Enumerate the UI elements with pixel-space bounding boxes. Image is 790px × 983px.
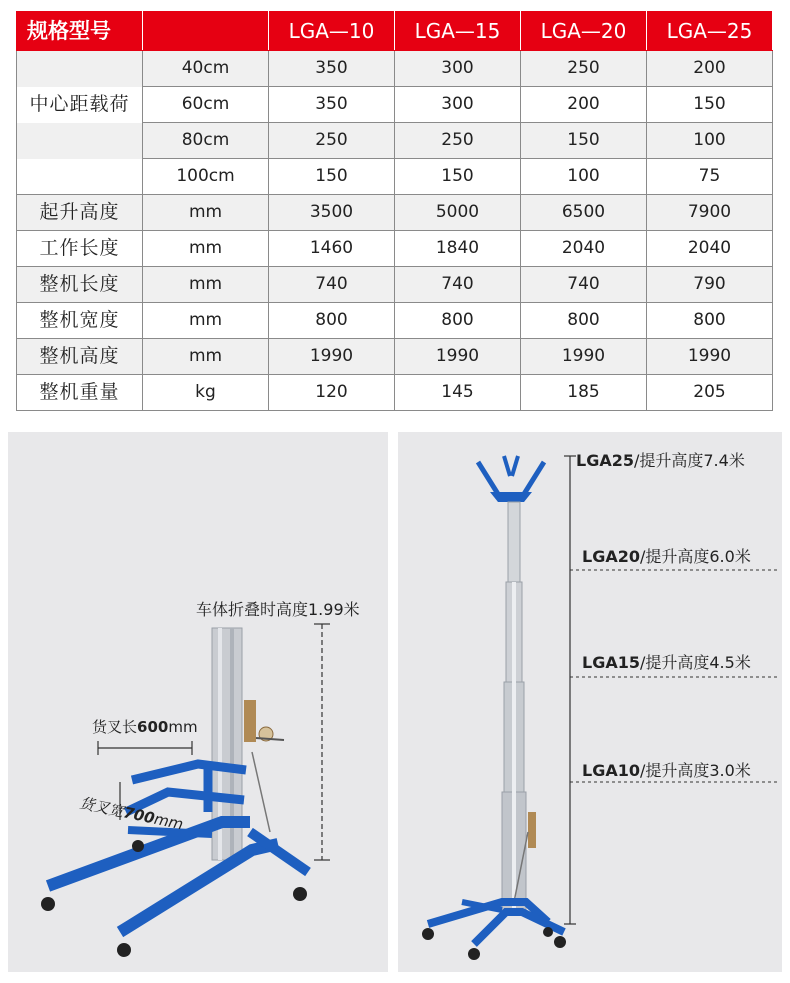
level-model: LGA15: [582, 653, 640, 672]
row-label: 工作长度: [17, 231, 143, 267]
header-title: 规格型号: [17, 12, 143, 51]
load-group-cell: [17, 123, 143, 159]
table-cell: 205: [647, 375, 773, 411]
table-cell: 300: [395, 51, 521, 87]
table-cell: 3500: [269, 195, 395, 231]
header-model-lga20: LGA—20: [521, 12, 647, 51]
table-row: [17, 339, 773, 375]
table-cell: 800: [647, 303, 773, 339]
table-cell: 790: [647, 267, 773, 303]
table-cell: 2040: [647, 231, 773, 267]
fork-width-value: 700: [121, 803, 157, 828]
extended-lift-illustration: [398, 432, 782, 972]
table-cell: 6500: [521, 195, 647, 231]
row-unit: mm: [143, 339, 269, 375]
table-cell: 350: [269, 87, 395, 123]
table-cell: 185: [521, 375, 647, 411]
table-cell: 150: [521, 123, 647, 159]
level-text: /提升高度6.0米: [639, 547, 751, 566]
row-unit: mm: [143, 231, 269, 267]
table-cell: 7900: [647, 195, 773, 231]
row-unit: 80cm: [143, 123, 269, 159]
table-cell: 1990: [647, 339, 773, 375]
table-row: [17, 375, 773, 411]
level-model: LGA10: [582, 761, 640, 780]
table-cell: 1990: [395, 339, 521, 375]
table-cell: 150: [269, 159, 395, 195]
table-row: [17, 303, 773, 339]
row-unit: 100cm: [143, 159, 269, 195]
table-cell: 350: [269, 51, 395, 87]
table-cell: 800: [395, 303, 521, 339]
row-unit: kg: [143, 375, 269, 411]
level-text: /提升高度3.0米: [639, 761, 751, 780]
folded-height-annotation: 车体折叠时高度1.99米: [196, 600, 360, 619]
table-cell: 200: [647, 51, 773, 87]
row-label: 整机长度: [17, 267, 143, 303]
fork-width-prefix: 货叉宽: [77, 793, 126, 821]
row-unit: mm: [143, 195, 269, 231]
fork-length-annotation: [92, 716, 198, 737]
table-cell: 250: [521, 51, 647, 87]
table-cell: 740: [269, 267, 395, 303]
extended-lift-photo: [398, 432, 782, 972]
table-cell: 145: [395, 375, 521, 411]
level-text: /提升高度4.5米: [639, 653, 751, 672]
table-cell: 5000: [395, 195, 521, 231]
header-model-lga15: LGA—15: [395, 12, 521, 51]
row-label: 整机重量: [17, 375, 143, 411]
row-label: 整机高度: [17, 339, 143, 375]
row-unit: mm: [143, 303, 269, 339]
table-cell: 1990: [521, 339, 647, 375]
table-cell: 150: [647, 87, 773, 123]
load-group-cell: [17, 159, 143, 195]
level-model: LGA25: [576, 451, 634, 470]
table-cell: 200: [521, 87, 647, 123]
table-cell: 250: [395, 123, 521, 159]
level-model: LGA20: [582, 547, 640, 566]
level-label-lga20: [582, 544, 751, 567]
table-row: [17, 51, 773, 87]
table-cell: 300: [395, 87, 521, 123]
table-cell: 120: [269, 375, 395, 411]
table-cell: 150: [395, 159, 521, 195]
table-cell: 800: [521, 303, 647, 339]
level-text: /提升高度7.4米: [633, 451, 745, 470]
table-cell: 1990: [269, 339, 395, 375]
row-unit: 40cm: [143, 51, 269, 87]
row-unit: 60cm: [143, 87, 269, 123]
header-model-lga25: LGA—25: [647, 12, 773, 51]
table-cell: 2040: [521, 231, 647, 267]
table-cell: 100: [647, 123, 773, 159]
table-cell: 740: [395, 267, 521, 303]
row-label: 整机宽度: [17, 303, 143, 339]
table-cell: 100: [521, 159, 647, 195]
fork-length-value: 600: [137, 718, 169, 736]
table-row: [17, 267, 773, 303]
table-cell: 740: [521, 267, 647, 303]
fork-width-unit: mm: [152, 809, 185, 834]
level-label-lga15: [582, 650, 751, 673]
level-label-lga10: [582, 758, 751, 781]
folded-lift-illustration: [8, 432, 388, 972]
table-row: [17, 123, 773, 159]
table-cell: 75: [647, 159, 773, 195]
header-empty: [143, 12, 269, 51]
load-group-label: 中心距载荷: [17, 87, 143, 123]
row-label: 起升高度: [17, 195, 143, 231]
table-cell: 800: [269, 303, 395, 339]
table-cell: 1840: [395, 231, 521, 267]
row-unit: mm: [143, 267, 269, 303]
table-cell: 1460: [269, 231, 395, 267]
fork-length-prefix: 货叉长: [92, 718, 138, 736]
table-header-row: [17, 12, 773, 51]
table-cell: 250: [269, 123, 395, 159]
load-group-cell: [17, 51, 143, 87]
header-model-lga10: LGA—10: [269, 12, 395, 51]
fork-length-unit: mm: [168, 718, 198, 736]
table-row: [17, 195, 773, 231]
spec-table: [16, 11, 773, 411]
table-row: [17, 87, 773, 123]
level-label-lga25: [576, 448, 745, 471]
folded-lift-photo: [8, 432, 388, 972]
table-row: [17, 231, 773, 267]
table-row: [17, 159, 773, 195]
